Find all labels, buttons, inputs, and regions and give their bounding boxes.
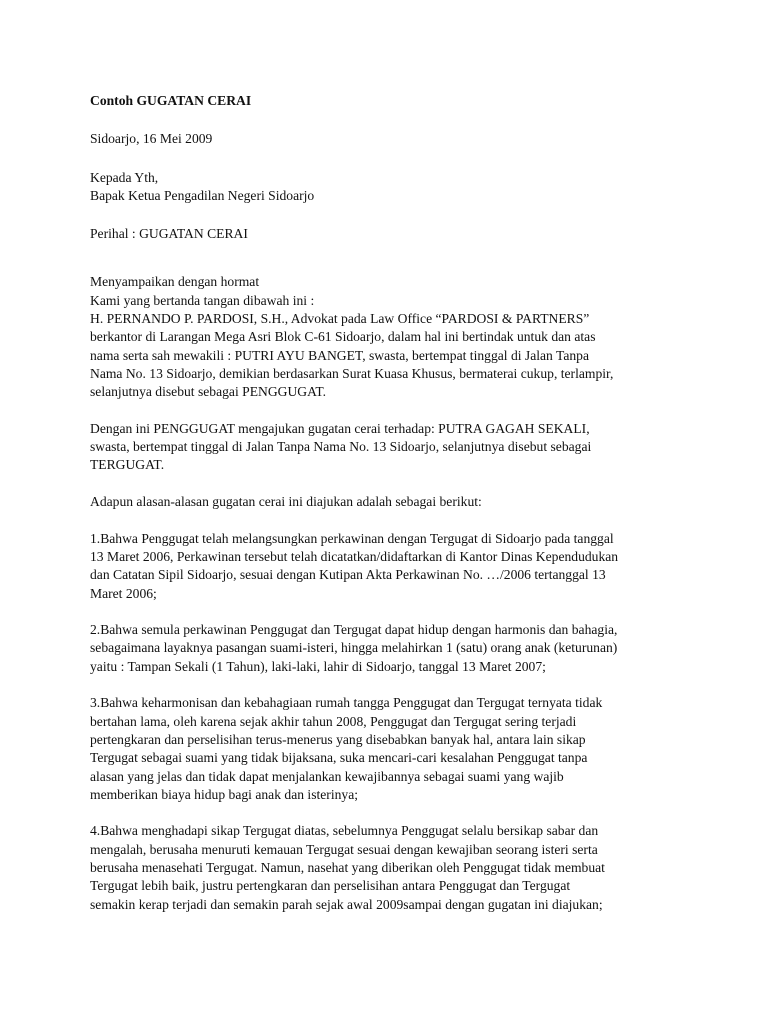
paragraph-line: selanjutnya disebut sebagai PENGGUGAT. bbox=[90, 384, 327, 400]
paragraph-line: memberikan biaya hidup bagi anak dan isterinya; bbox=[90, 786, 359, 802]
paragraph-line: alasan yang jelas dan tidak dapat menjalankan kewajibannya sebagai suami yang wajib bbox=[90, 768, 564, 784]
paragraph-line: Menyampaikan dengan hormat bbox=[90, 274, 260, 290]
reason-item-2 bbox=[90, 621, 720, 676]
opening-paragraph bbox=[90, 273, 720, 401]
recipient-line: Kepada Yth, bbox=[90, 169, 159, 185]
paragraph-line: 13 Maret 2006, Perkawinan tersebut telah dicatatkan/didaftarkan di Kantor Dinas Kependudukan bbox=[90, 548, 619, 564]
paragraph-line: H. PERNANDO P. PARDOSI, S.H., Advokat pada Law Office “PARDOSI & PARTNERS” bbox=[90, 311, 590, 327]
paragraph-line: 1.Bahwa Penggugat telah melangsungkan perkawinan dengan Tergugat di Sidoarjo pada tanggal bbox=[90, 530, 614, 546]
defendant-paragraph bbox=[90, 420, 720, 475]
paragraph-line: 2.Bahwa semula perkawinan Penggugat dan Tergugat dapat hidup dengan harmonis dan bahagia, bbox=[90, 622, 618, 638]
reason-item-1 bbox=[90, 530, 720, 603]
place-date: Sidoarjo, 16 Mei 2009 bbox=[90, 131, 213, 147]
paragraph-line: TERGUGAT. bbox=[90, 457, 165, 473]
paragraph-line: semakin kerap terjadi dan semakin parah sejak awal 2009sampai dengan gugatan ini diajukan; bbox=[90, 896, 603, 912]
recipient-line: Bapak Ketua Pengadilan Negeri Sidoarjo bbox=[90, 187, 315, 203]
recipient-block bbox=[90, 169, 720, 206]
paragraph-line: Maret 2006; bbox=[90, 585, 157, 601]
reason-item-4 bbox=[90, 822, 720, 913]
document-title: Contoh GUGATAN CERAI bbox=[90, 93, 252, 108]
paragraph-line: pertengkaran dan perselisihan terus-menerus yang disebabkan banyak hal, antara lain sikap bbox=[90, 731, 586, 747]
reason-item-3 bbox=[90, 694, 720, 804]
paragraph-line: Nama No. 13 Sidoarjo, demikian berdasarkan Surat Kuasa Khusus, bermaterai cukup, terlampir, bbox=[90, 365, 614, 381]
paragraph-line: berusaha menasehati Tergugat. Namun, nasehat yang diberikan oleh Penggugat tidak membuat bbox=[90, 859, 605, 875]
paragraph-line: sebagaimana layaknya pasangan suami-isteri, hingga melahirkan 1 (satu) orang anak (keturunan) bbox=[90, 640, 618, 656]
paragraph-line: swasta, bertempat tinggal di Jalan Tanpa Nama No. 13 Sidoarjo, selanjutnya disebut sebagai bbox=[90, 439, 592, 455]
paragraph-line: nama serta sah mewakili : PUTRI AYU BANGET, swasta, bertempat tinggal di Jalan Tanpa bbox=[90, 347, 590, 363]
paragraph-line: mengalah, berusaha menuruti kemauan Tergugat sesuai dengan kewajiban seorang isteri serta bbox=[90, 841, 598, 857]
paragraph-line: dan Catatan Sipil Sidoarjo, sesuai dengan Kutipan Akta Perkawinan No. …/2006 tertanggal 13 bbox=[90, 567, 606, 583]
reasons-intro: Adapun alasan-alasan gugatan cerai ini diajukan adalah sebagai berikut: bbox=[90, 494, 482, 510]
paragraph-line: Tergugat lebih baik, justru pertengkaran dan perselisihan antara Penggugat dan Tergugat bbox=[90, 878, 571, 894]
subject-line: Perihal : GUGATAN CERAI bbox=[90, 226, 248, 242]
paragraph-line: berkantor di Larangan Mega Asri Blok C-61 Sidoarjo, dalam hal ini bertindak untuk dan atas bbox=[90, 329, 596, 345]
paragraph-line: Dengan ini PENGGUGAT mengajukan gugatan cerai terhadap: PUTRA GAGAH SEKALI, bbox=[90, 420, 590, 436]
paragraph-line: yaitu : Tampan Sekali (1 Tahun), laki-laki, lahir di Sidoarjo, tanggal 13 Maret 2007; bbox=[90, 658, 546, 674]
paragraph-line: 4.Bahwa menghadapi sikap Tergugat diatas, sebelumnya Penggugat selalu bersikap sabar dan bbox=[90, 823, 599, 839]
paragraph-line: Kami yang bertanda tangan dibawah ini : bbox=[90, 292, 315, 308]
paragraph-line: bertahan lama, oleh karena sejak akhir tahun 2008, Penggugat dan Tergugat sering terjadi bbox=[90, 713, 577, 729]
paragraph-line: 3.Bahwa keharmonisan dan kebahagiaan rumah tangga Penggugat dan Tergugat ternyata tidak bbox=[90, 695, 603, 711]
paragraph-line: Tergugat sebagai suami yang tidak bijaksana, suka mencari-cari kesalahan Penggugat tanpa bbox=[90, 750, 588, 766]
